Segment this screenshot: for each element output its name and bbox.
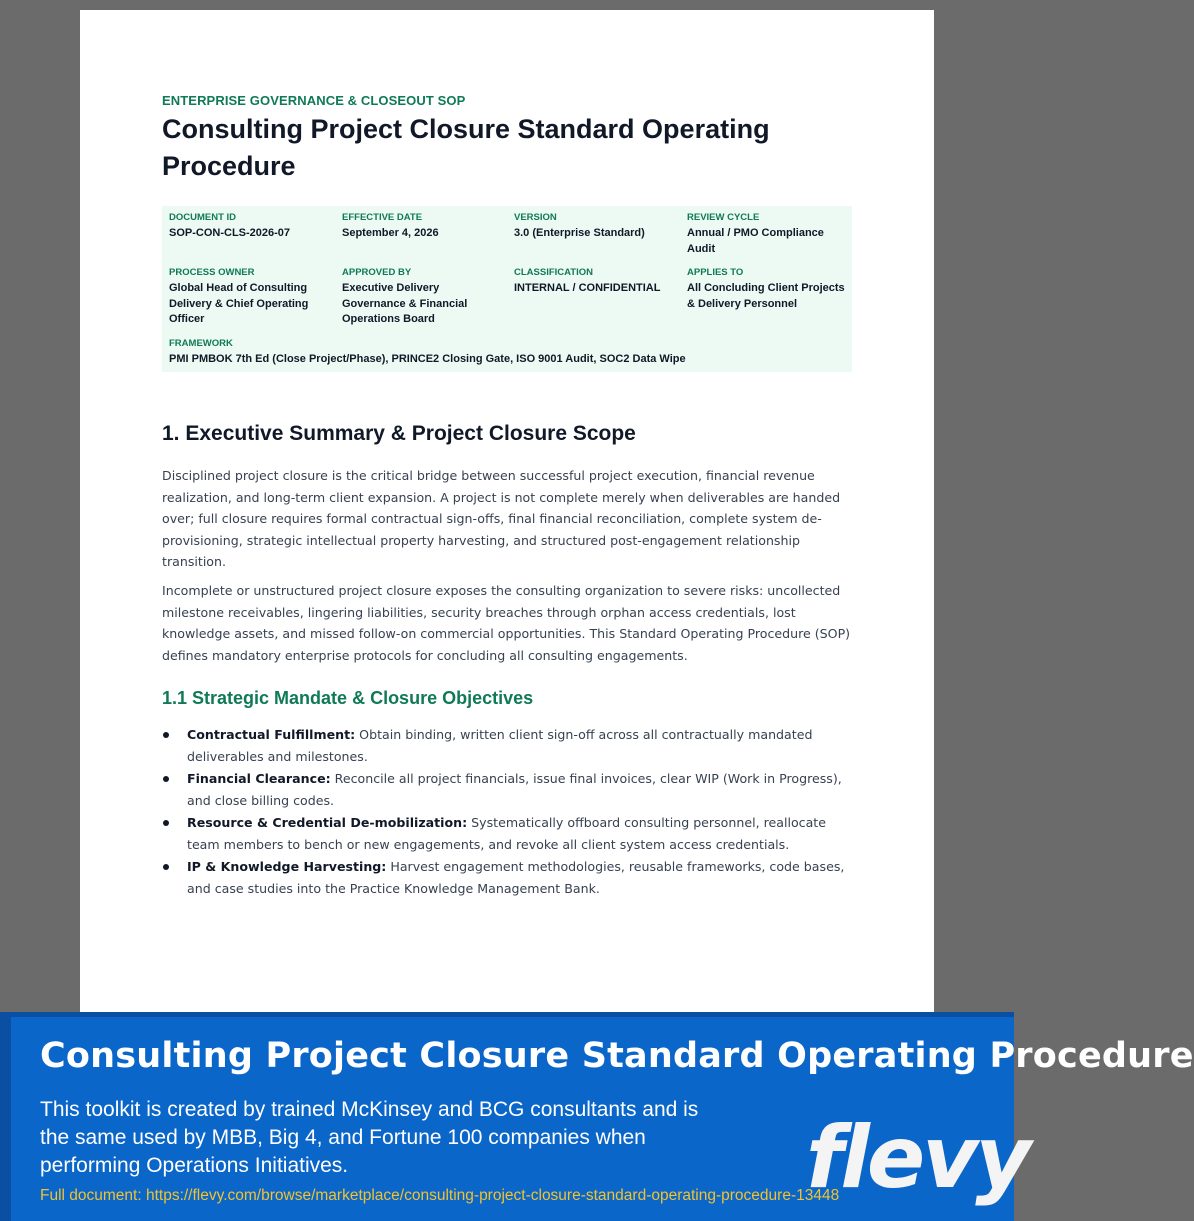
banner-title: Consulting Project Closure Standard Operating Procedure [40,1036,1194,1076]
section-heading-strategic-mandate: 1.1 Strategic Mandate & Closure Objectives [162,688,534,708]
meta-label: PROCESS OWNER [169,267,255,278]
meta-value: Global Head of Consulting Delivery & Chief Operating Officer [169,282,309,325]
meta-version [514,212,676,242]
meta-label: VERSION [514,212,557,223]
flevy-logo: flevy [806,1108,1029,1208]
meta-framework [169,338,849,368]
list-item [162,724,852,767]
meta-label: DOCUMENT ID [169,212,237,223]
paragraph-closure-risks: Incomplete or unstructured project closure exposes the consulting organization to severe risks: uncollected milestone receivables, lingering liabilities, security breaches through orphan access credentials, lost knowledge assets, and missed follow-on commercial opportunities. This Standard Operating Procedure (SOP) defines mandatory enterprise protocols for concluding all consulting engagements. [162,583,851,663]
document-page [80,10,934,1020]
bullet-text: Harvest engagement methodologies, reusable frameworks, code bases, and case studies into the Practice Knowledge Management Bank. [187,859,845,896]
meta-value: 3.0 (Enterprise Standard) [514,227,645,239]
meta-effective-date [342,212,502,242]
meta-value: INTERNAL / CONFIDENTIAL [514,282,661,294]
bullet-icon [163,864,169,870]
list-item [162,856,852,899]
bullet-term: Resource & Credential De-mobilization: [187,815,468,830]
meta-label: EFFECTIVE DATE [342,212,423,223]
bullet-term: Contractual Fulfillment: [187,727,356,742]
bullet-text: Obtain binding, written client sign-off across all contractually mandated deliverables and milestones. [187,727,813,764]
bullet-text: Reconcile all project financials, issue final invoices, clear WIP (Work in Progress), and close billing codes. [187,771,842,808]
document-eyebrow: ENTERPRISE GOVERNANCE & CLOSEOUT SOP [162,93,466,108]
meta-label: CLASSIFICATION [514,267,593,278]
full-document-link[interactable]: Full document: https://flevy.com/browse/marketplace/consulting-project-closure-standard-operating-procedure-13448 [40,1187,840,1204]
bullet-term: IP & Knowledge Harvesting: [187,859,387,874]
meta-value: All Concluding Client Projects & Delivery Personnel [687,282,845,310]
paragraph-closure-overview: Disciplined project closure is the critical bridge between successful project execution, financial revenue realization, and long-term client expansion. A project is not complete merely when deliverables are handed over; full closure requires formal contractual sign-offs, final financial reconciliation, complete system de-provisioning, strategic intellectual property harvesting, and structured post-engagement relationship transition. [162,468,841,569]
meta-value: SOP-CON-CLS-2026-07 [169,227,291,239]
meta-applies-to [687,267,847,312]
section-heading-executive-summary: 1. Executive Summary & Project Closure Scope [162,422,636,445]
meta-value: September 4, 2026 [342,227,439,239]
list-item [162,812,852,855]
banner-description: This toolkit is created by trained McKinsey and BCG consultants and is the same used by MBB, Big 4, and Fortune 100 companies when performing Operations Initiatives. [40,1098,699,1177]
meta-approved-by [342,267,502,328]
document-title: Consulting Project Closure Standard Operating Procedure [162,114,770,181]
meta-review-cycle [687,212,847,257]
list-item [162,768,852,811]
metadata-table [162,206,852,372]
meta-classification [514,267,679,297]
meta-value: Executive Delivery Governance & Financial Operations Board [342,282,468,325]
bullet-icon [163,820,169,826]
meta-process-owner [169,267,329,328]
meta-label: APPROVED BY [342,267,412,278]
objectives-list [162,724,852,900]
meta-label: APPLIES TO [687,267,744,278]
meta-label: FRAMEWORK [169,338,233,349]
meta-value: PMI PMBOK 7th Ed (Close Project/Phase), PRINCE2 Closing Gate, ISO 9001 Audit, SOC2 Data Wipe [169,353,686,365]
bullet-icon [163,776,169,782]
bullet-text: Systematically offboard consulting personnel, reallocate team members to bench or new engagements, and revoke all client system access credentials. [187,815,826,852]
bullet-icon [163,732,169,738]
bullet-term: Financial Clearance: [187,771,331,786]
meta-label: REVIEW CYCLE [687,212,760,223]
meta-document-id [169,212,329,242]
meta-value: Annual / PMO Compliance Audit [687,227,824,255]
